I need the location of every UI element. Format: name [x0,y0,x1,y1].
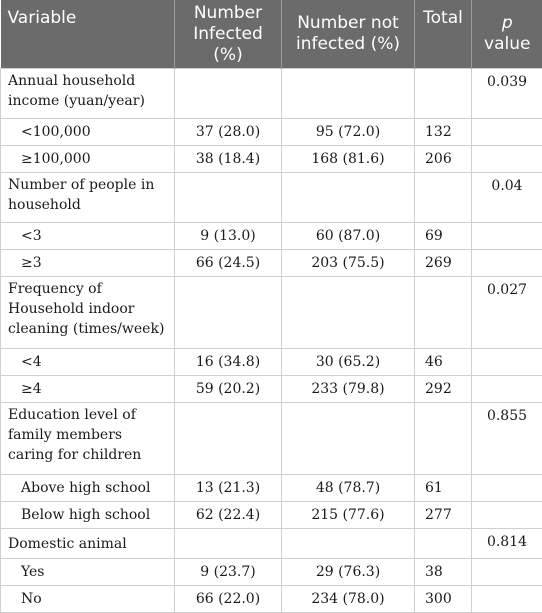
group-p-value: 0.855 [472,403,542,475]
group-label: Frequency of Household indoor cleaning (times/week) [1,277,175,349]
not-infected-cell: 215 (77.6) [282,502,415,529]
infected-cell: 9 (13.0) [175,223,282,250]
row-label: ≥3 [1,250,175,277]
not-infected-cell: 233 (79.8) [282,376,415,403]
table-row [1,559,542,586]
group-p-value: 0.039 [472,69,542,119]
table-header [1,0,542,69]
total-cell: 269 [415,250,472,277]
not-infected-cell: 203 (75.5) [282,250,415,277]
row-label: ≥4 [1,376,175,403]
row-label: Below high school [1,502,175,529]
infected-cell: 62 (22.4) [175,502,282,529]
total-cell: 292 [415,376,472,403]
row-label: Yes [1,559,175,586]
total-cell: 46 [415,349,472,376]
table-row [1,502,542,529]
table-row [1,586,542,613]
total-cell: 61 [415,475,472,502]
total-cell: 69 [415,223,472,250]
not-infected-cell: 60 (87.0) [282,223,415,250]
infected-cell: 66 (22.0) [175,586,282,613]
row-label: <3 [1,223,175,250]
group-row-income [1,69,542,119]
group-p-value: 0.027 [472,277,542,349]
row-label: <4 [1,349,175,376]
table-row [1,376,542,403]
infected-cell: 59 (20.2) [175,376,282,403]
infected-cell: 16 (34.8) [175,349,282,376]
header-not-infected: Number not infected (%) [282,0,415,69]
total-cell: 300 [415,586,472,613]
total-cell: 206 [415,146,472,173]
infected-cell: 37 (28.0) [175,119,282,146]
group-row-household-size [1,173,542,223]
group-row-education-level [1,403,542,475]
header-row [1,0,542,69]
group-row-domestic-animal [1,529,542,559]
group-p-value: 0.04 [472,173,542,223]
infected-cell: 38 (18.4) [175,146,282,173]
table-row [1,146,542,173]
total-cell: 132 [415,119,472,146]
table-row [1,349,542,376]
row-label: <100,000 [1,119,175,146]
total-cell: 38 [415,559,472,586]
infected-cell: 66 (24.5) [175,250,282,277]
row-label: No [1,586,175,613]
not-infected-cell: 30 (65.2) [282,349,415,376]
infected-cell: 9 (23.7) [175,559,282,586]
row-label: Above high school [1,475,175,502]
not-infected-cell: 95 (72.0) [282,119,415,146]
group-p-value: 0.814 [472,529,542,559]
table-row [1,250,542,277]
header-p-value: p value [472,0,542,69]
not-infected-cell: 29 (76.3) [282,559,415,586]
header-infected: Number Infected (%) [175,0,282,69]
group-label: Number of people in household [1,173,175,223]
row-label: ≥100,000 [1,146,175,173]
group-row-cleaning-frequency [1,277,542,349]
table-row [1,119,542,146]
table-row [1,223,542,250]
infected-cell: 13 (21.3) [175,475,282,502]
total-cell: 277 [415,502,472,529]
group-label: Education level of family members caring for children [1,403,175,475]
header-total: Total [415,0,472,69]
header-variable: Variable [1,0,175,69]
group-label: Domestic animal [1,529,175,559]
group-label: Annual household income (yuan/year) [1,69,175,119]
not-infected-cell: 168 (81.6) [282,146,415,173]
table-row [1,475,542,502]
table-body [1,69,542,613]
not-infected-cell: 234 (78.0) [282,586,415,613]
not-infected-cell: 48 (78.7) [282,475,415,502]
